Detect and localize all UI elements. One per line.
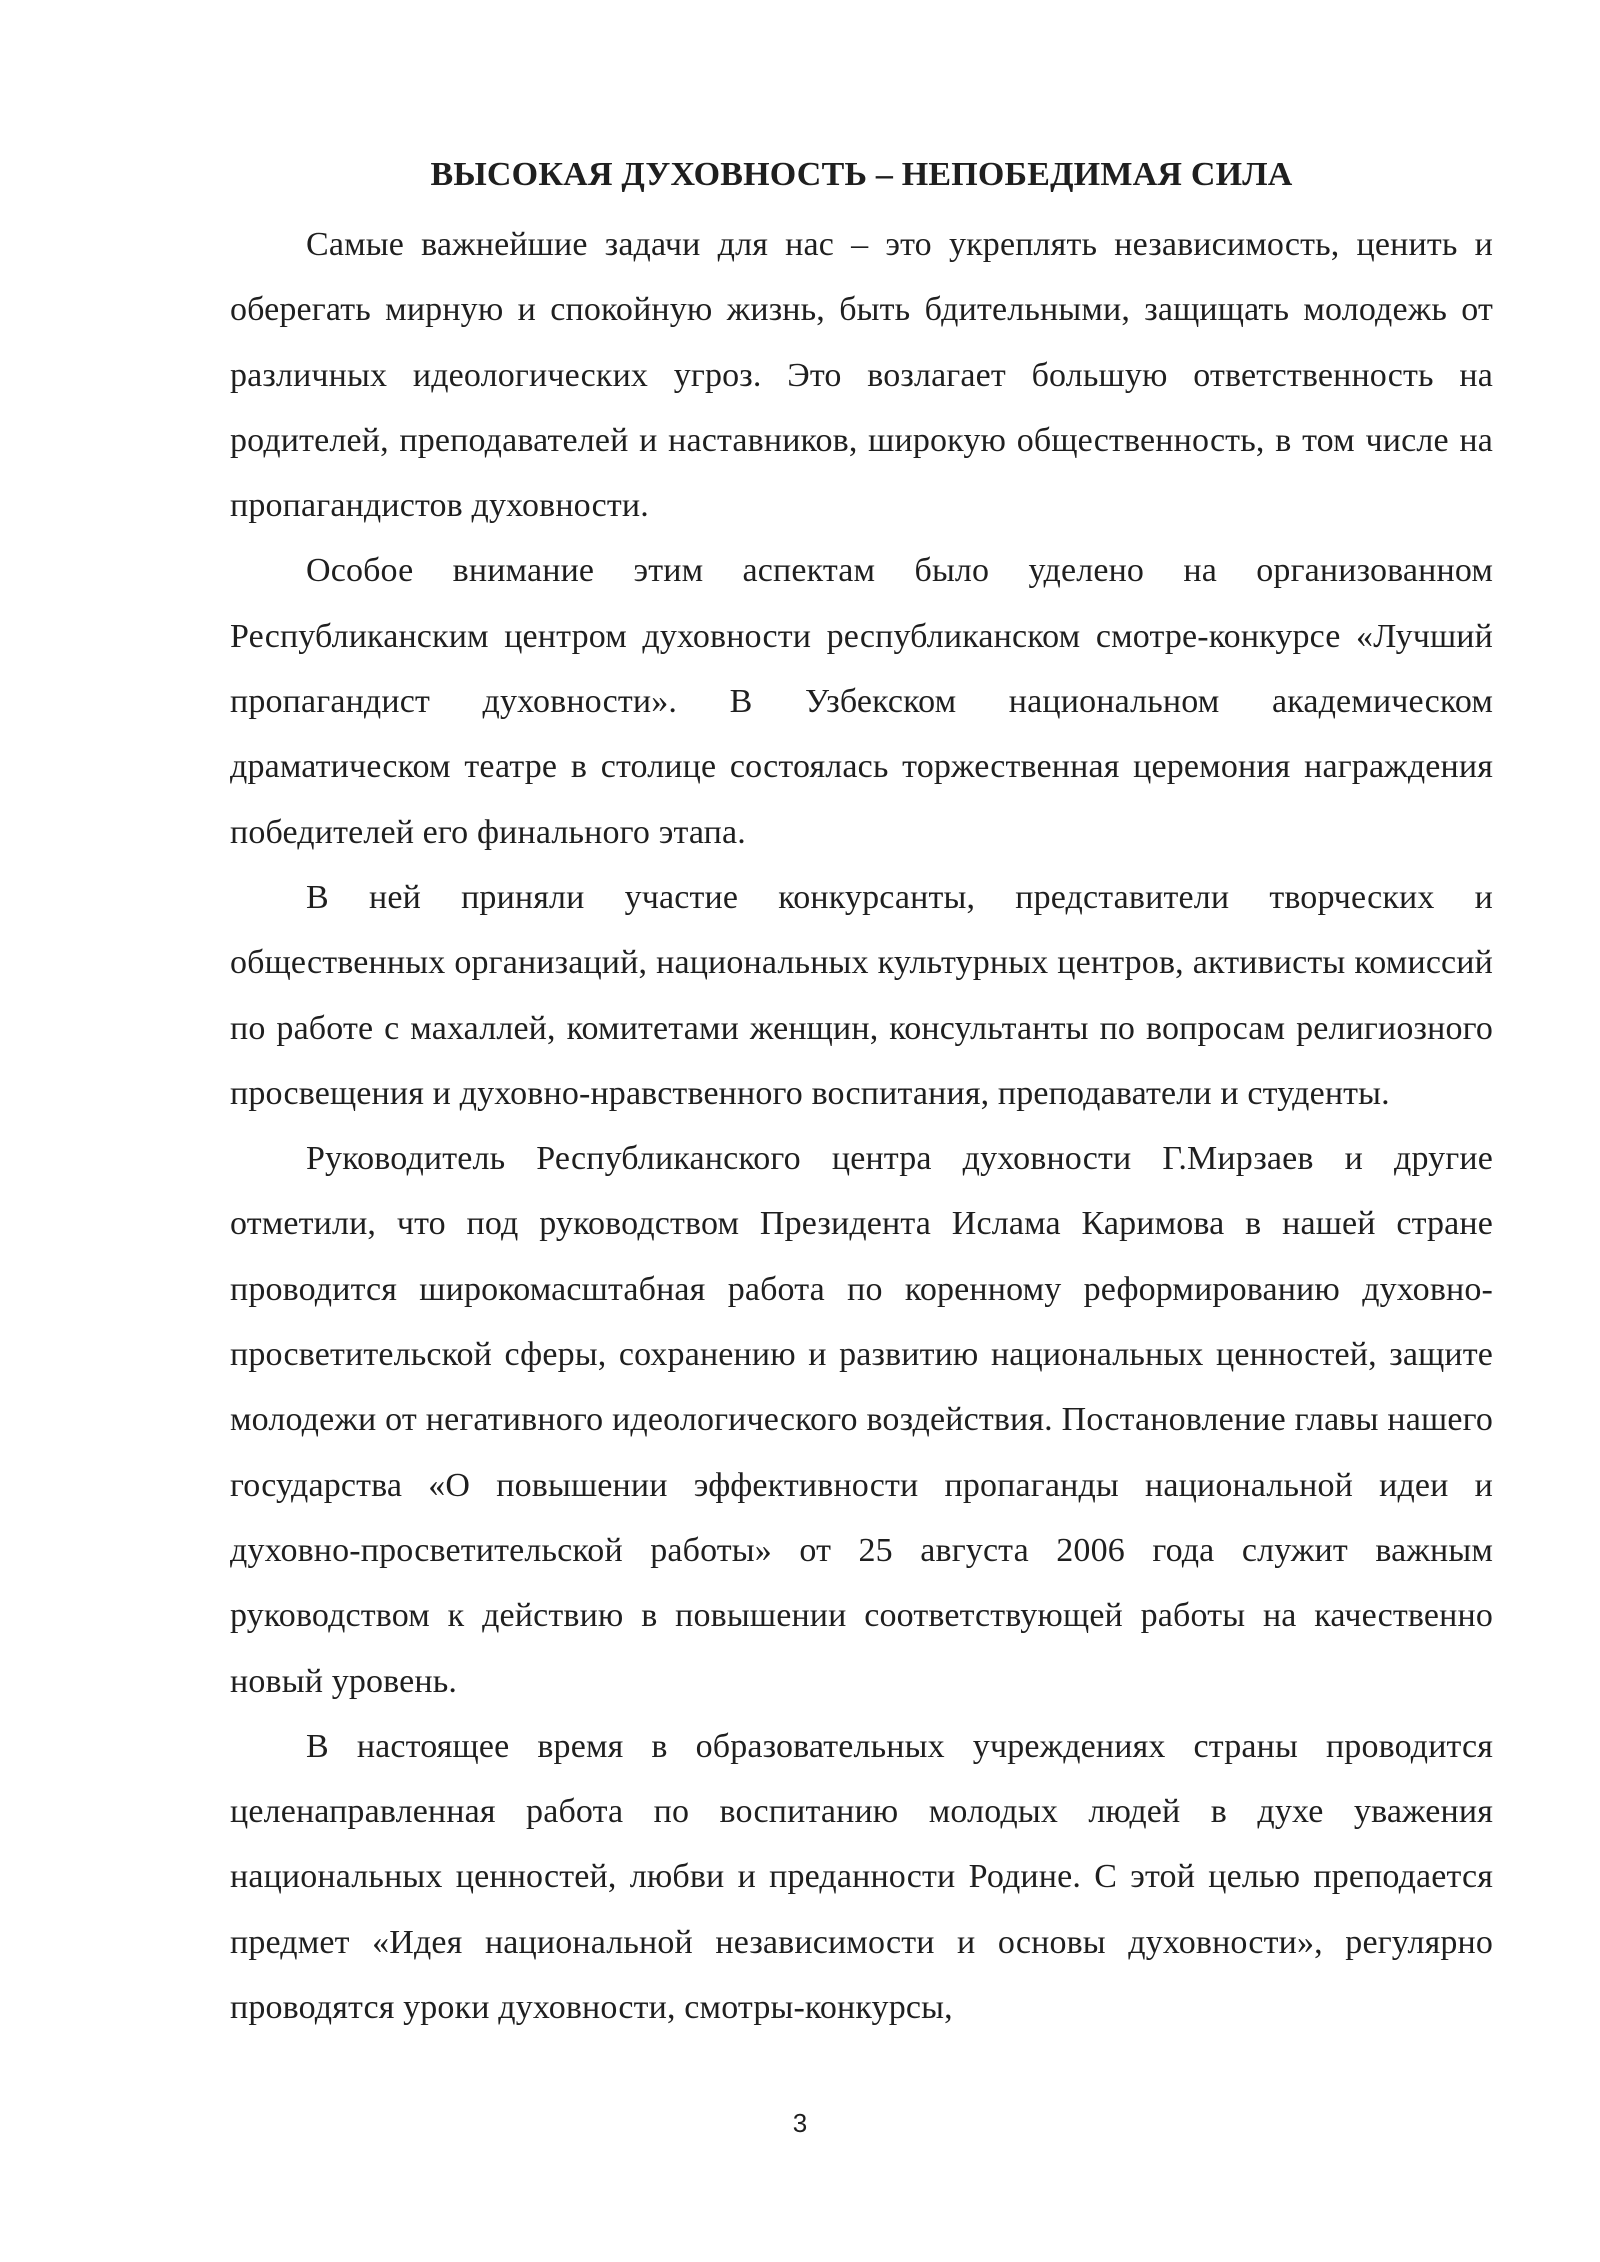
paragraph-3: В ней приняли участие конкурсанты, представители творческих и общественных организаций, национальных культурных центров, активисты комиссий по работе с махаллей, комитетами женщин, консультанты по вопросам религиозного просвещения и духовно-нравственного воспитания, преподаватели и студенты. (230, 878, 1493, 1112)
document-title: ВЫСОКАЯ ДУХОВНОСТЬ – НЕПОБЕДИМАЯ СИЛА (430, 156, 1293, 193)
paragraph-1: Самые важнейшие задачи для нас – это укреплять независимость, ценить и оберегать мирную и спокойную жизнь, быть бдительными, защищать молодежь от различных идеологических угроз. Это возлагает большую ответственность на родителей, преподавателей и наставников, широкую общественность, в том числе на пропагандистов духовности. (230, 226, 1493, 525)
paragraph-5: В настоящее время в образовательных учреждениях страны проводится целенаправленная работа по воспитанию молодых людей в духе уважения национальных ценностей, любви и преданности Родине. С этой целью преподается предмет «Идея национальной независимости и основы духовности», регулярно проводятся уроки духовности, смотры-конкурсы, (230, 1727, 1493, 2027)
page-number: 3 (792, 2108, 808, 2138)
paragraph-4: Руководитель Республиканского центра духовности Г.Мирзаев и другие отметили, что под руководством Президента Ислама Каримова в нашей стране проводится широкомасштабная работа по коренному реформированию духовно-просветительской сферы, сохранению и развитию национальных ценностей, защите молодежи от негативного идеологического воздействия. Постановление главы нашего государства «О повышении эффективности пропаганды национальной идеи и духовно-просветительской работы» от 25 августа 2006 года служит важным руководством к действию в повышении соответствующей работы на качественно новый уровень. (230, 1140, 1493, 1700)
page-content (230, 150, 1493, 2040)
paragraph-2: Особое внимание этим аспектам было уделено на организованном Республиканским центром духовности республиканском смотре-конкурсе «Лучший пропагандист духовности». В Узбекском национальном академическом драматическом театре в столице состоялась торжественная церемония награждения победителей его финального этапа. (230, 552, 1493, 851)
